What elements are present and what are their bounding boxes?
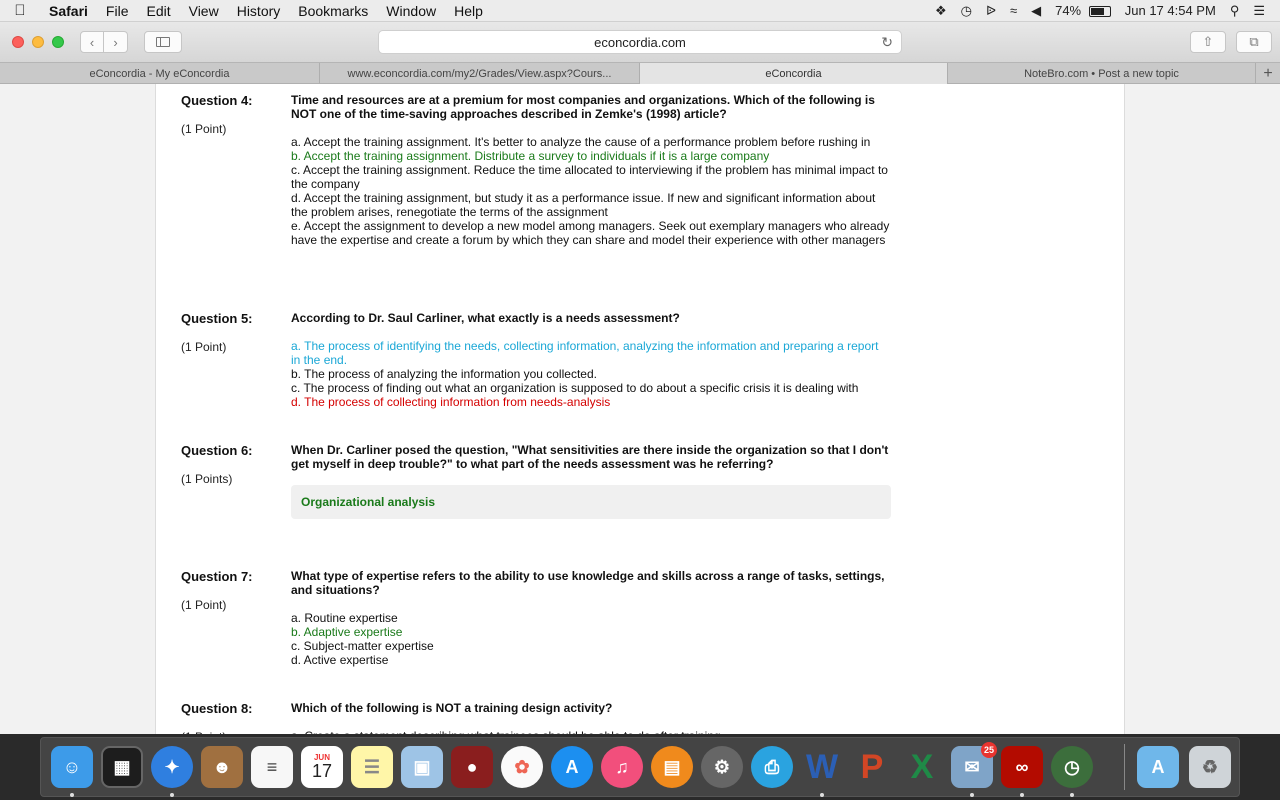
activity-monitor-icon[interactable]: ▦ bbox=[101, 746, 143, 788]
menu-view[interactable]: View bbox=[188, 2, 219, 19]
tabs-overview-icon: ⧉ bbox=[1249, 34, 1259, 49]
quiz-sheet bbox=[155, 84, 1125, 734]
menu-history[interactable]: History bbox=[236, 2, 281, 19]
tab-econcordia[interactable]: eConcordia bbox=[640, 63, 948, 84]
dock-separator bbox=[1124, 744, 1125, 790]
calendar-icon[interactable] bbox=[301, 746, 343, 788]
excel-icon[interactable]: X bbox=[910, 747, 934, 786]
battery-icon bbox=[1089, 6, 1111, 17]
apple-menu-icon[interactable] bbox=[0, 2, 40, 19]
safari-icon[interactable]: ✦ bbox=[151, 746, 193, 788]
applications-folder-icon[interactable]: A bbox=[1137, 746, 1179, 788]
share-button[interactable] bbox=[1190, 31, 1226, 53]
menu-bar bbox=[0, 0, 1280, 22]
powerpoint-icon[interactable]: P bbox=[860, 747, 884, 786]
option-b: b. Accept the training assignment. Distribute a survey to individuals if it is a large company bbox=[291, 149, 770, 163]
calendar-day: 17 bbox=[311, 761, 333, 781]
question-number: Question 8: bbox=[181, 701, 253, 716]
mail-icon[interactable]: ✉ 25 bbox=[951, 746, 993, 788]
close-window-button[interactable] bbox=[12, 36, 24, 48]
contacts-icon[interactable]: ☻ bbox=[201, 746, 243, 788]
option-c: c. Accept the training assignment. Reduce the time allocated to interviewing if the problem has minimal impact to the company bbox=[291, 163, 888, 191]
tab-grades[interactable]: www.econcordia.com/my2/Grades/View.aspx?Cours... bbox=[320, 63, 640, 84]
address-bar[interactable] bbox=[378, 30, 902, 54]
question-text: Which of the following is NOT a training design activity? bbox=[291, 701, 613, 715]
tab-bar bbox=[0, 62, 1280, 84]
option-c: c. Subject-matter expertise bbox=[291, 639, 434, 653]
finder-icon[interactable]: ☺ bbox=[51, 746, 93, 788]
photos-icon[interactable]: ✿ bbox=[501, 746, 543, 788]
spotlight-icon[interactable]: ⚲ bbox=[1229, 2, 1240, 18]
question-text: According to Dr. Saul Carliner, what exactly is a needs assessment? bbox=[291, 311, 680, 325]
battery-percent: 74% bbox=[1055, 3, 1082, 18]
menu-help[interactable]: Help bbox=[454, 2, 483, 19]
window-controls bbox=[12, 36, 64, 48]
question-points: (1 Point) bbox=[181, 598, 227, 612]
itunes-icon[interactable]: ♫ bbox=[601, 746, 643, 788]
question-number: Question 7: bbox=[181, 569, 253, 584]
app-store-icon[interactable]: A bbox=[551, 746, 593, 788]
minimize-window-button[interactable] bbox=[32, 36, 44, 48]
sidebar-toggle-button[interactable] bbox=[144, 31, 182, 53]
menu-edit[interactable]: Edit bbox=[146, 2, 171, 19]
clock[interactable]: Jun 17 4:54 PM bbox=[1124, 3, 1216, 18]
question-text: What type of expertise refers to the ability to use knowledge and skills across a range of tasks, settings, and situations? bbox=[291, 569, 885, 597]
tab-my-econcordia[interactable]: eConcordia - My eConcordia bbox=[0, 63, 320, 84]
acrobat-icon[interactable]: ∞ bbox=[1001, 746, 1043, 788]
browser-toolbar bbox=[0, 22, 1280, 62]
option-c: c. The process of finding out what an organization is supposed to do about a specific crisis it is dealing with bbox=[291, 381, 859, 395]
tab-notebro[interactable]: NoteBro.com • Post a new topic bbox=[948, 63, 1256, 84]
option-a: a. Routine expertise bbox=[291, 611, 398, 625]
new-tab-icon[interactable]: + bbox=[1263, 64, 1273, 82]
desktop-dock-area bbox=[0, 734, 1280, 800]
dock bbox=[40, 737, 1240, 797]
forward-button[interactable]: › bbox=[104, 31, 128, 53]
system-preferences-icon[interactable]: ⚙ bbox=[701, 746, 743, 788]
notes-icon[interactable]: ☰ bbox=[351, 746, 393, 788]
option-d: d. Accept the training assignment, but study it as a performance issue. If new and significant information about the problem arises, renegotiate the terms of the assignment bbox=[291, 191, 876, 219]
reminders-icon[interactable]: ≡ bbox=[251, 746, 293, 788]
reload-icon[interactable]: ↻ bbox=[881, 34, 893, 50]
option-a: a. Accept the training assignment. It's better to analyze the cause of a performance problem before rushing in bbox=[291, 135, 871, 149]
time-machine-icon[interactable]: ◷ bbox=[960, 2, 972, 18]
notification-center-icon[interactable]: ☰ bbox=[1253, 2, 1265, 18]
answer-box bbox=[291, 485, 891, 519]
ibooks-icon[interactable]: ▤ bbox=[651, 746, 693, 788]
back-button[interactable]: ‹ bbox=[80, 31, 104, 53]
menu-window[interactable]: Window bbox=[386, 2, 437, 19]
option-d: d. Active expertise bbox=[291, 653, 389, 667]
zoom-window-button[interactable] bbox=[52, 36, 64, 48]
battery-status[interactable] bbox=[1048, 3, 1118, 18]
question-text: When Dr. Carliner posed the question, "What sensitivities are there inside the organization so that I don't get myself in deep trouble?" to what part of the needs assessment was he referring? bbox=[291, 443, 889, 471]
option-b: b. Adaptive expertise bbox=[291, 625, 403, 639]
dropbox-icon[interactable]: ❖ bbox=[934, 2, 947, 18]
nav-buttons bbox=[80, 31, 128, 53]
web-content bbox=[0, 84, 1280, 734]
bluetooth-icon[interactable]: ᐉ bbox=[985, 2, 996, 18]
question-points: (1 Point) bbox=[181, 122, 227, 136]
menu-bookmarks[interactable]: Bookmarks bbox=[298, 2, 369, 19]
option-d: d. The process of collecting information from needs-analysis bbox=[291, 395, 611, 409]
time-machine-app-icon[interactable]: ◷ bbox=[1051, 746, 1093, 788]
address-text: econcordia.com bbox=[594, 34, 686, 50]
trash-icon[interactable]: ♻ bbox=[1189, 746, 1231, 788]
calendar-month: JUN bbox=[313, 753, 330, 762]
printer-icon[interactable]: ⎙ bbox=[751, 746, 793, 788]
option-b: b. The process of analyzing the information you collected. bbox=[291, 367, 597, 381]
option-e: e. Accept the assignment to develop a new model among managers. Seek out exemplary managers who already have the expertise and create a forum by which they can share and model their experience with other managers bbox=[291, 219, 890, 247]
menu-app[interactable]: Safari bbox=[49, 2, 88, 19]
show-tabs-button[interactable] bbox=[1236, 31, 1272, 53]
question-number: Question 5: bbox=[181, 311, 253, 326]
answer-options bbox=[291, 339, 891, 409]
mail-badge: 25 bbox=[981, 742, 997, 758]
question-number: Question 6: bbox=[181, 443, 253, 458]
option-a: a. The process of identifying the needs, collecting information, analyzing the information and preparing a report in the end. bbox=[291, 339, 879, 367]
share-icon: ⇧ bbox=[1202, 34, 1214, 49]
sidebar-icon bbox=[156, 37, 170, 47]
question-text: Time and resources are at a premium for most companies and organizations. Which of the following is NOT one of the time-saving approaches described in Zemke's (1998) article? bbox=[291, 93, 875, 121]
answer-options bbox=[291, 611, 891, 667]
volume-icon[interactable]: ◀ bbox=[1031, 2, 1042, 18]
question-points: (1 Point) bbox=[181, 340, 227, 354]
answer-options bbox=[291, 135, 891, 247]
question-number: Question 4: bbox=[181, 93, 253, 108]
preview-icon[interactable]: ▣ bbox=[401, 746, 443, 788]
word-icon[interactable]: W bbox=[805, 747, 839, 786]
photo-booth-icon[interactable]: ● bbox=[451, 746, 493, 788]
question-points: (1 Points) bbox=[181, 472, 233, 486]
wifi-icon[interactable]: ≈ bbox=[1009, 3, 1018, 18]
menu-file[interactable]: File bbox=[105, 2, 129, 19]
answer-text: Organizational analysis bbox=[301, 495, 436, 509]
